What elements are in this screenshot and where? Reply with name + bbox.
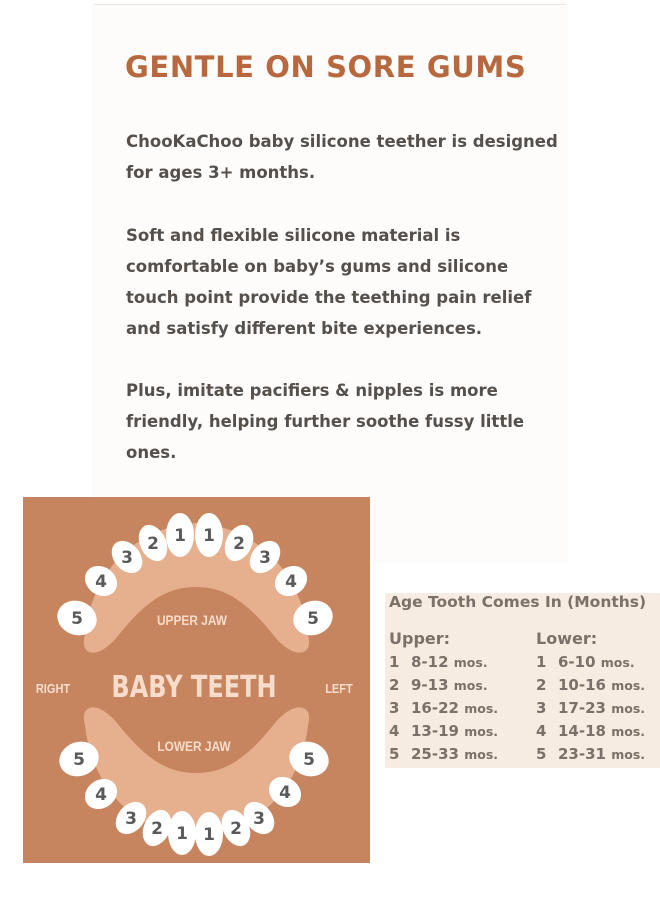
paragraph-material: Soft and flexible silicone material is comfortable on baby’s gums and silicone touch point provide the teething pain relief and satisfy different bite experiences. [126,226,532,338]
tooth-number: 4 [389,722,400,740]
unit: mos. [453,678,488,693]
legend-row [389,674,498,697]
tooth-number-label: 1 [203,526,215,546]
legend-row [536,697,645,720]
legend-row [389,720,498,743]
tooth-number-label: 3 [259,548,271,568]
baby-teeth-illustration [23,497,370,863]
tooth-number: 5 [536,745,547,763]
tooth-number: 5 [389,745,400,763]
paragraph-age: ChooKaChoo baby silicone teether is designed for ages 3+ months. [126,132,558,182]
unit: mos. [611,747,646,762]
tooth-number-label: 4 [95,572,107,592]
upper-heading: Upper: [389,629,451,648]
tooth-number-label: 5 [307,609,319,629]
tooth-number: 1 [389,653,400,671]
tooth-number-label: 2 [147,534,159,554]
tooth-number: 1 [536,653,547,671]
tooth-number-label: 1 [174,526,186,546]
tooth-number-label: 2 [151,819,163,839]
tooth-number-label: 1 [203,825,215,845]
legend-row [536,674,645,697]
upper-column [389,627,498,766]
legend-title: Age Tooth Comes In (Months) [389,593,647,611]
unit: mos. [464,747,499,762]
month-range: 8-12 [411,653,449,671]
month-range: 13-19 [411,722,459,740]
unit: mos. [600,655,635,670]
month-range: 9-13 [411,676,449,694]
tooth-number-label: 4 [279,783,291,803]
tooth-number-label: 5 [303,750,315,770]
lower-column [536,627,645,766]
lower-heading: Lower: [536,629,598,648]
right-label: RIGHT [35,681,71,697]
month-range: 23-31 [558,745,606,763]
month-range: 17-23 [558,699,606,717]
tooth-number: 2 [536,676,547,694]
lower-jaw-label: LOWER JAW [157,738,231,755]
legend-row [389,743,498,766]
unit: mos. [611,678,646,693]
unit: mos. [453,655,488,670]
tooth-number-label: 3 [121,548,133,568]
headline: GENTLE ON SORE GUMS [125,50,527,84]
month-range: 14-18 [558,722,606,740]
month-range: 10-16 [558,676,606,694]
tooth-number-label: 4 [95,785,107,805]
unit: mos. [464,724,499,739]
upper-right-tooth-1 [166,513,194,557]
unit: mos. [464,701,499,716]
legend-row [389,651,498,674]
tooth-number: 2 [389,676,400,694]
baby-teeth-diagram [23,497,370,863]
tooth-number-label: 3 [253,809,265,829]
unit: mos. [611,701,646,716]
legend-row [389,697,498,720]
paragraph-pacifier: Plus, imitate pacifiers & nipples is more friendly, helping further soothe fussy little ones. [126,381,525,462]
legend-row [536,651,645,674]
tooth-number-label: 2 [233,534,245,554]
tooth-number-label: 2 [230,819,242,839]
upper-left-tooth-1 [195,513,223,557]
month-range: 6-10 [558,653,596,671]
month-range: 16-22 [411,699,459,717]
diagram-title: BABY TEETH [111,670,277,705]
tooth-number-label: 3 [125,809,137,829]
tooth-number: 4 [536,722,547,740]
tooth-number-label: 1 [176,824,188,844]
month-range: 25-33 [411,745,459,763]
tooth-number: 3 [389,699,400,717]
tooth-number-label: 5 [73,750,85,770]
legend-row [536,743,645,766]
left-label: LEFT [325,681,353,697]
tooth-number: 3 [536,699,547,717]
lower-right-tooth-1 [168,811,196,855]
lower-left-tooth-1 [195,812,223,856]
tooth-number-label: 4 [285,572,297,592]
tooth-number-label: 5 [71,609,83,629]
legend-row [536,720,645,743]
upper-jaw-label: UPPER JAW [156,612,228,629]
unit: mos. [611,724,646,739]
tooth-age-legend [385,593,660,768]
